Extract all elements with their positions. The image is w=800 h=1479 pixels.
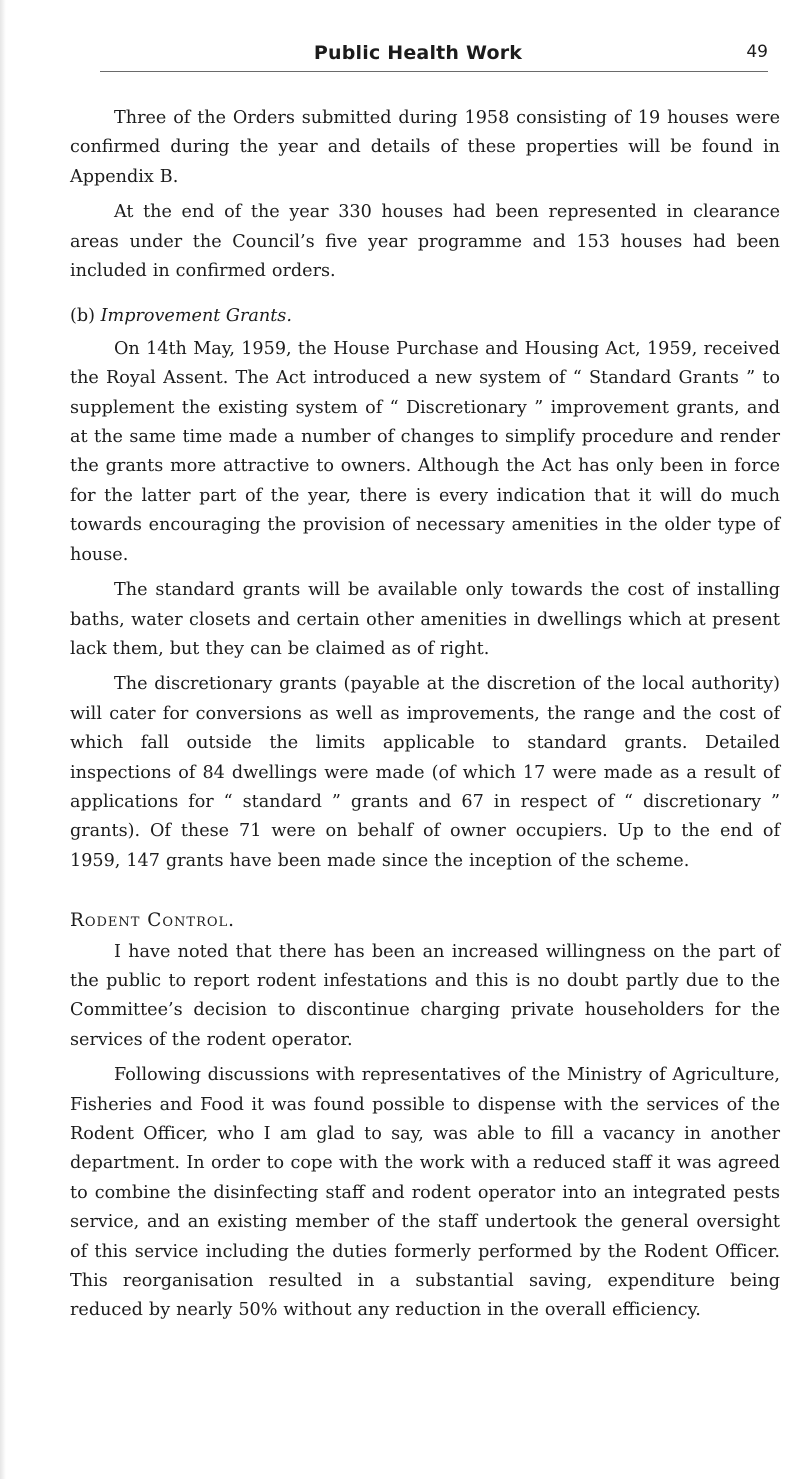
section-marker: (b)	[70, 306, 95, 327]
running-title: Public Health Work	[313, 42, 523, 64]
paragraph-clearance-areas: At the end of the year 330 houses had been represented in clearance areas under the Council’s five year programme and 153 houses had been included in confirmed orders.	[70, 202, 780, 282]
header-rule	[100, 71, 768, 72]
paragraph-housing-act: On 14th May, 1959, the House Purchase and Housing Act, 1959, received the Royal Assent. The Act introduced a new system of “ Standard Grants ” to supplement the existing system of “ Discretionary ” improvement grants, and at the same time made a number of changes to simplify procedure and render the grants more attractive to owners. Although the Act has only been in force for the latter part of the year, there is every indication that it will do much towards encouraging the provision of necessary amenities in the older type of house.	[70, 338, 780, 565]
paragraph-standard-grants: The standard grants will be available only towards the cost of installing baths, water closets and certain other amenities in dwellings which at present lack them, but they can be claimed as of right.	[70, 580, 780, 659]
page-header	[68, 38, 768, 72]
section-heading-improvement-grants	[70, 302, 780, 331]
paragraph-discretionary-grants: The discretionary grants (payable at the discretion of the local authority) will cater for conversions as well as improvements, the range and the cost of which fall outside the limits applicable to standard grants. Detailed inspections of 84 dwellings were made (of which 17 were made as a result of applications for “ standard ” grants and 67 in respect of “ discretionary ” grants). Of these 71 were on behalf of owner occupiers. Up to the end of 1959, 147 grants have been made since the inception of the scheme.	[70, 674, 780, 871]
page-number: 49	[746, 42, 768, 62]
paragraph-orders-confirmed: Three of the Orders submitted during 1958 consisting of 19 houses were confirmed during the year and details of these properties will be found in Appendix B.	[70, 108, 780, 187]
section-title: Improvement Grants.	[100, 306, 292, 327]
paragraph-reorganisation: Following discussions with representatives of the Ministry of Agriculture, Fisheries and Food it was found possible to dispense with the services of the Rodent Officer, who I am glad to say, was able to fill a vacancy in another department. In order to cope with the work with a reduced staff it was agreed to combine the disinfecting staff and rodent operator into an integrated pests service, and an existing member of the staff undertook the general oversight of this service including the duties formerly performed by the Rodent Officer. This reorganisation resulted in a substantial saving, expenditure being reduced by nearly 50% without any reduction in the overall efficiency.	[70, 1065, 780, 1321]
page-binding-edge	[0, 0, 6, 1479]
paragraph-rodent-infestations: I have noted that there has been an increased willingness on the part of the public to report rodent infestations and this is no doubt partly due to the Committee’s decision to discontinue charging private householders for the services of the rodent operator.	[70, 941, 780, 1050]
section-heading-rodent-control: Rodent Control.	[70, 910, 236, 932]
document-body	[70, 104, 780, 1326]
